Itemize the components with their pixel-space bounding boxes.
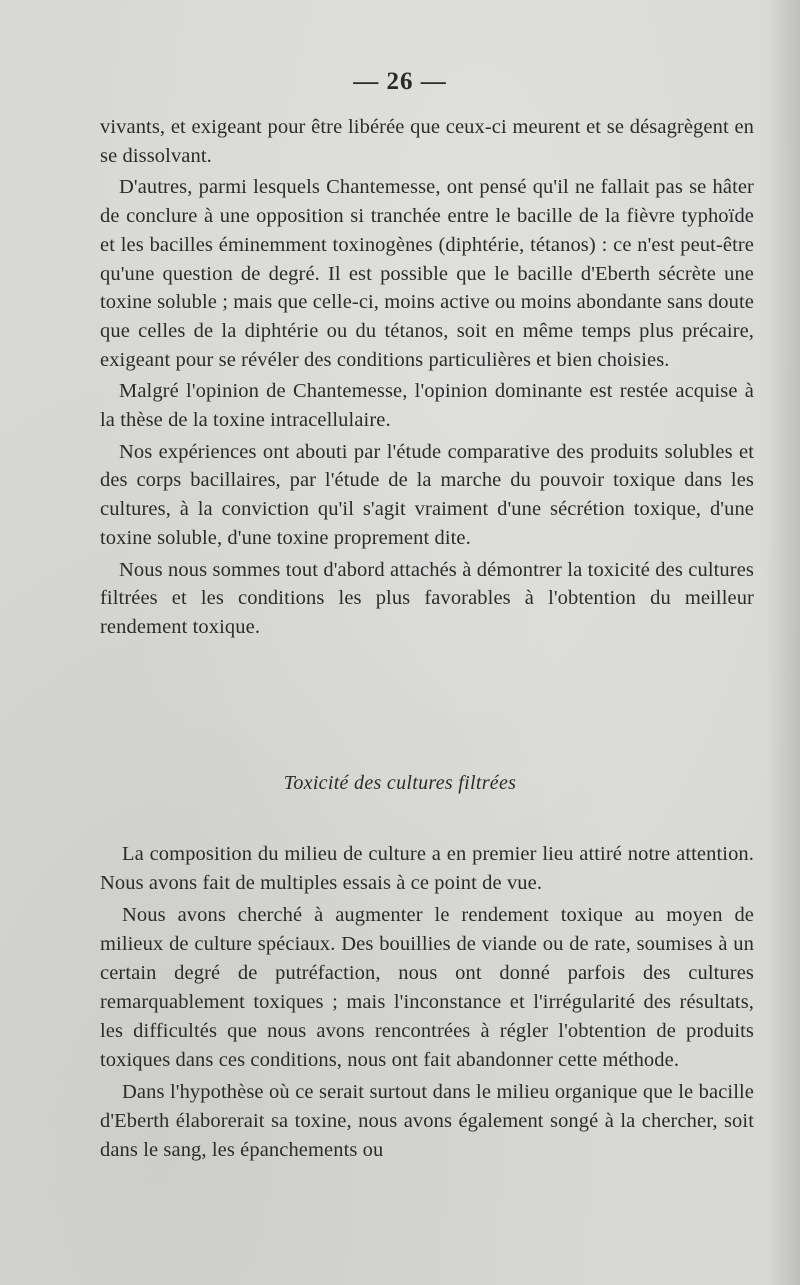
paragraph-organic-medium: Dans l'hypothèse où ce serait surtout dans le milieu organique que le bacille d'Eberth élaborerait sa toxine, nous avons également songé à la chercher, soit dans le sang, les épanchements ou — [100, 1081, 754, 1161]
body-text-top — [100, 113, 754, 642]
paragraph-special-media: Nous avons cherché à augmenter le rendement toxique au moyen de milieux de culture spéciaux. Des bouillies de viande ou de rate, soumises à un certain degré de putréfaction, nous ont donné parfois des cultures remarquablement toxiques ; mais l'inconstance et l'irrégularité des résultats, les difficultés que nous avons rencontrées à régler l'obtention de produits toxiques dans ces conditions, nous ont fait abandonner cette méthode. — [100, 904, 754, 1071]
paragraph-continued: vivants, et exigeant pour être libérée que ceux-ci meurent et se désagrègent en se dissolvant. — [100, 116, 754, 167]
page-edge-shadow — [766, 0, 800, 1285]
paragraph-chantemesse-hypothesis: D'autres, parmi lesquels Chantemesse, ont pensé qu'il ne fallait pas se hâter de conclure à une opposition si tranchée entre le bacille de la fièvre typhoïde et les bacilles éminemment toxinogènes (diphtérie, tétanos) : ce n'est peut-être qu'une question de degré. Il est possible que le bacille d'Eberth sécrète une toxine soluble ; mais que celle-ci, moins active ou moins abondante sans doute que celles de la diphtérie ou du tétanos, soit en même temps plus précaire, exigeant pour se révéler des conditions particulières et bien choisies. — [100, 176, 754, 371]
section-title: Toxicité des cultures filtrées — [283, 772, 517, 794]
body-text-bottom — [100, 840, 754, 1165]
paragraph-our-experiments: Nos expériences ont abouti par l'étude comparative des produits solubles et des corps bacillaires, par l'étude de la marche du pouvoir toxique dans les cultures, à la conviction qu'il s'agit vraiment d'une sécrétion toxique, d'une toxine soluble, d'une toxine proprement dite. — [100, 440, 754, 549]
paragraph-culture-medium: La composition du milieu de culture a en premier lieu attiré notre attention. Nous avons fait de multiples essais à ce point de vue. — [100, 843, 754, 894]
page-number: — 26 — — [353, 68, 447, 95]
paragraph-filtered-cultures: Nous nous sommes tout d'abord attachés à démontrer la toxicité des cultures filtrées et les conditions les plus favorables à l'obtention du meilleur rendement toxique. — [100, 558, 754, 638]
paragraph-dominant-opinion: Malgré l'opinion de Chantemesse, l'opinion dominante est restée acquise à la thèse de la toxine intracellulaire. — [100, 380, 754, 432]
